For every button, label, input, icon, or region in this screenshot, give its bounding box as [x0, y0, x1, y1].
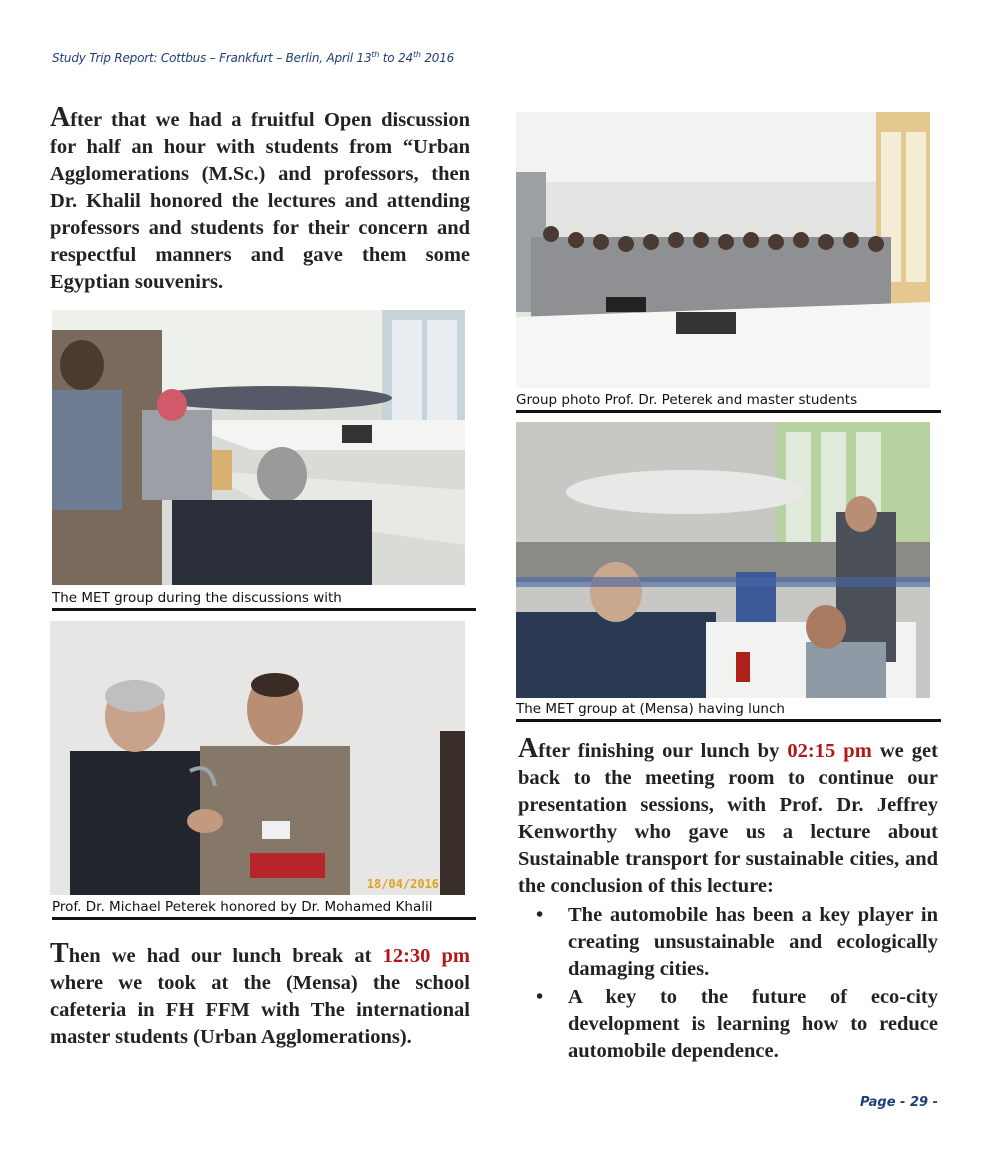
paragraph-text: hen we had our lunch break at: [68, 945, 383, 967]
header-text: Study Trip Report: Cottbus – Frankfurt – Berlin, April 13: [52, 51, 372, 65]
group-caption: Group photo Prof. Dr. Peterek and master students: [516, 392, 941, 413]
bullet-icon: •: [536, 986, 544, 1008]
header-text-middle: to 24: [379, 51, 413, 65]
paragraph-discussion: [50, 104, 470, 296]
photo-date-stamp: 18/04/2016: [366, 877, 439, 891]
bullet-icon: •: [536, 904, 544, 926]
paragraph-text-end: where we took at the (Mensa) the school cafeteria in FH FFM with The international master students (Urban Agglomerations).: [50, 972, 470, 1048]
paragraph-text: fter that we had a fruitful Open discussion for half an hour with students from “Urban Agglomerations (M.Sc.) and professors, then Dr. Khalil honored the lectures and attending professors and students for their concern and respectful manners and gave them some Egyptian souvenirs.: [50, 109, 470, 293]
return-time: 02:15 pm: [787, 740, 872, 762]
paragraph-text: fter finishing our lunch by: [538, 740, 788, 762]
discussion-photo: [52, 310, 465, 585]
page-header: [52, 50, 454, 65]
group-photo: [516, 112, 930, 388]
mensa-photo: [516, 422, 930, 698]
dropcap: A: [518, 733, 539, 764]
page-number: Page - 29 -: [859, 1095, 938, 1110]
list-item-text: A key to the future of eco-city development is learning how to reduce automobile dependence.: [568, 986, 938, 1062]
mensa-caption: The MET group at (Mensa) having lunch: [516, 701, 941, 722]
discussion-caption: The MET group during the discussions with: [52, 590, 476, 611]
list-item: [518, 984, 938, 1065]
header-text-end: 2016: [420, 51, 455, 65]
paragraph-lunch: [50, 940, 470, 1051]
header-sup-2: th: [412, 50, 421, 59]
list-item: [518, 902, 938, 983]
list-item-text: The automobile has been a key player in creating unsustainable and ecologically damaging cities.: [568, 904, 938, 980]
lunch-time: 12:30 pm: [382, 945, 470, 967]
header-sup: th: [371, 50, 380, 59]
dropcap: T: [50, 938, 69, 969]
honored-caption: Prof. Dr. Michael Peterek honored by Dr. Mohamed Khalil: [52, 899, 476, 920]
conclusion-list: [518, 902, 938, 1066]
paragraph-text-end: we get back to the meeting room to continue our presentation sessions, with Prof. Dr. Jeffrey Kenworthy who gave us a lecture about Sustainable transport for sustainable cities, and the conclusion of this lecture:: [518, 740, 938, 897]
honored-photo: [50, 621, 465, 895]
dropcap: A: [50, 102, 71, 133]
paragraph-lecture: [518, 735, 938, 900]
